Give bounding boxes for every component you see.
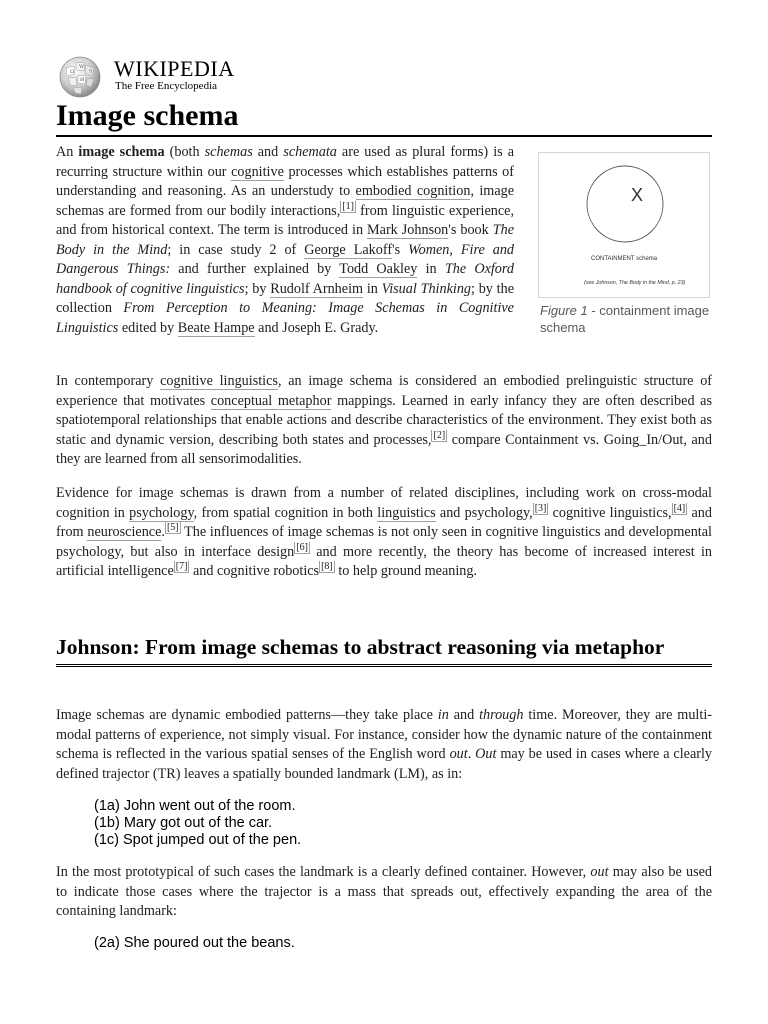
example-item: (1b) Mary got out of the car. bbox=[94, 815, 273, 831]
example-list-2 bbox=[94, 935, 295, 952]
citation-3[interactable]: [3] bbox=[534, 502, 547, 514]
paragraph-evidence: Evidence for image schemas is drawn from a number of related disciplines, including work on cross-modal cognition in psychology, from spatial cognition in both linguistics and psychology, [3] cognitive linguistics, [4] and from neuroscience. [5] The influences of image schemas is not only seen in cognitive linguistics and developmental psychology, but also in interface design [6] and more recently, the theory has become of increased interest in artificial intelligence [7] and cognitive robotics [8] to help ground meaning. bbox=[56, 485, 712, 579]
figure-containment-schema bbox=[538, 152, 710, 336]
paragraph-prototypical: In the most prototypical of such cases the landmark is a clearly defined container. However, out may also be used to indicate those cases where the trajector is a mass that spreads out, effectively expanding the area of the containing landmark: bbox=[56, 864, 712, 919]
svg-text:И: И bbox=[80, 77, 85, 83]
link-neuroscience[interactable]: neuroscience bbox=[87, 524, 162, 540]
page-title: Image schema bbox=[56, 98, 712, 137]
containment-diagram bbox=[539, 153, 709, 297]
container-circle bbox=[587, 166, 663, 242]
wikipedia-wordmark: WIKIPEDIA bbox=[114, 56, 235, 81]
citation-1[interactable]: [1] bbox=[342, 200, 354, 212]
paragraph-dynamic-patterns: Image schemas are dynamic embodied patterns—they take place in and through time. Moreover, they are multi-modal patterns of experience, not simply visual. For instance, consider how the dynamic nature of the containment schema is reflected in the various spatial senses of the English word out. Out may be used in cases where a clearly defined trajector (TR) leaves a spatially bounded landmark (LM), as in: bbox=[56, 707, 713, 782]
wikipedia-tagline: The Free Encyclopedia bbox=[115, 80, 218, 92]
diagram-source: (see Johnson, The Body in the Mind, p. 23) bbox=[584, 280, 686, 286]
example-item: (1c) Spot jumped out of the pen. bbox=[94, 832, 302, 848]
link-embodied-cognition[interactable]: embodied cognition bbox=[355, 183, 471, 199]
example-item: (2a) She poured out the beans. bbox=[94, 935, 295, 951]
citation-2[interactable]: [2] bbox=[433, 429, 446, 441]
citation-6[interactable]: [6] bbox=[296, 541, 308, 553]
svg-text:Ω: Ω bbox=[70, 69, 75, 75]
svg-text:ウ: ウ bbox=[88, 69, 94, 75]
link-conceptual-metaphor[interactable]: conceptual metaphor bbox=[210, 392, 332, 409]
link-beate-hampe[interactable]: Beate Hampe bbox=[177, 319, 255, 336]
svg-text:W: W bbox=[79, 64, 85, 70]
citation-4[interactable]: [4] bbox=[673, 502, 686, 514]
example-list-1 bbox=[94, 798, 301, 849]
figure-caption: Figure 1 - containment image schema bbox=[540, 303, 710, 335]
link-todd-oakley[interactable]: Todd Oakley bbox=[339, 261, 418, 277]
citation-7[interactable]: [7] bbox=[175, 561, 188, 573]
figure-image[interactable] bbox=[538, 152, 710, 298]
diagram-label: CONTAINMENT schema bbox=[591, 256, 658, 262]
link-linguistics[interactable]: linguistics bbox=[377, 504, 436, 521]
intro-paragraph: An image schema (both schemas and schemata are used as plural forms) is a recurring structure within our cognitive processes which establishes patterns of understanding and reasoning. As an understudy to embodied cognition, image schemas are formed from our bodily interactions, [1] from linguistic experience, and from historical context. The term is introduced in Mark Johnson's book The Body in the Mind; in case study 2 of George Lakoff's Women, Fire and Dangerous Things: and further explained by Todd Oakley in The Oxford handbook of cognitive linguistics; by Rudolf Arnheim in Visual Thinking; by the collection From Perception to Meaning: Image Schemas in Cognitive Linguistics edited by Beate Hampe and Joseph E. Grady. bbox=[56, 144, 515, 336]
example-item: (1a) John went out of the room. bbox=[94, 798, 296, 814]
citation-8[interactable]: [8] bbox=[321, 561, 333, 573]
link-rudolf-arnheim[interactable]: Rudolf Arnheim bbox=[270, 280, 364, 297]
link-cognitive-linguistics[interactable]: cognitive linguistics bbox=[160, 373, 278, 389]
trajector-x-mark: X bbox=[630, 185, 644, 205]
link-psychology[interactable]: psychology bbox=[129, 504, 194, 521]
link-cognitive[interactable]: cognitive bbox=[231, 163, 284, 180]
section-heading-johnson: Johnson: From image schemas to abstract reasoning via metaphor bbox=[56, 632, 712, 667]
paragraph-contemporary: In contemporary cognitive linguistics, an image schema is considered an embodied prelinguistic structure of experience that motivates conceptual metaphor mappings. Learned in early infancy they are often described as spatiotemporal relationships that enable actions and describe characteristics of the environment. They exist both as static and dynamic version, describing both states and processes, [2] compare Containment vs. Going_In/Out, and they are learned from all sensorimodalities. bbox=[56, 373, 713, 467]
wikipedia-globe-icon bbox=[56, 54, 104, 98]
link-mark-johnson[interactable]: Mark Johnson bbox=[367, 222, 449, 238]
citation-5[interactable]: [5] bbox=[166, 522, 179, 534]
link-george-lakoff[interactable]: George Lakoff bbox=[304, 241, 393, 258]
wikipedia-logo[interactable] bbox=[56, 54, 356, 98]
